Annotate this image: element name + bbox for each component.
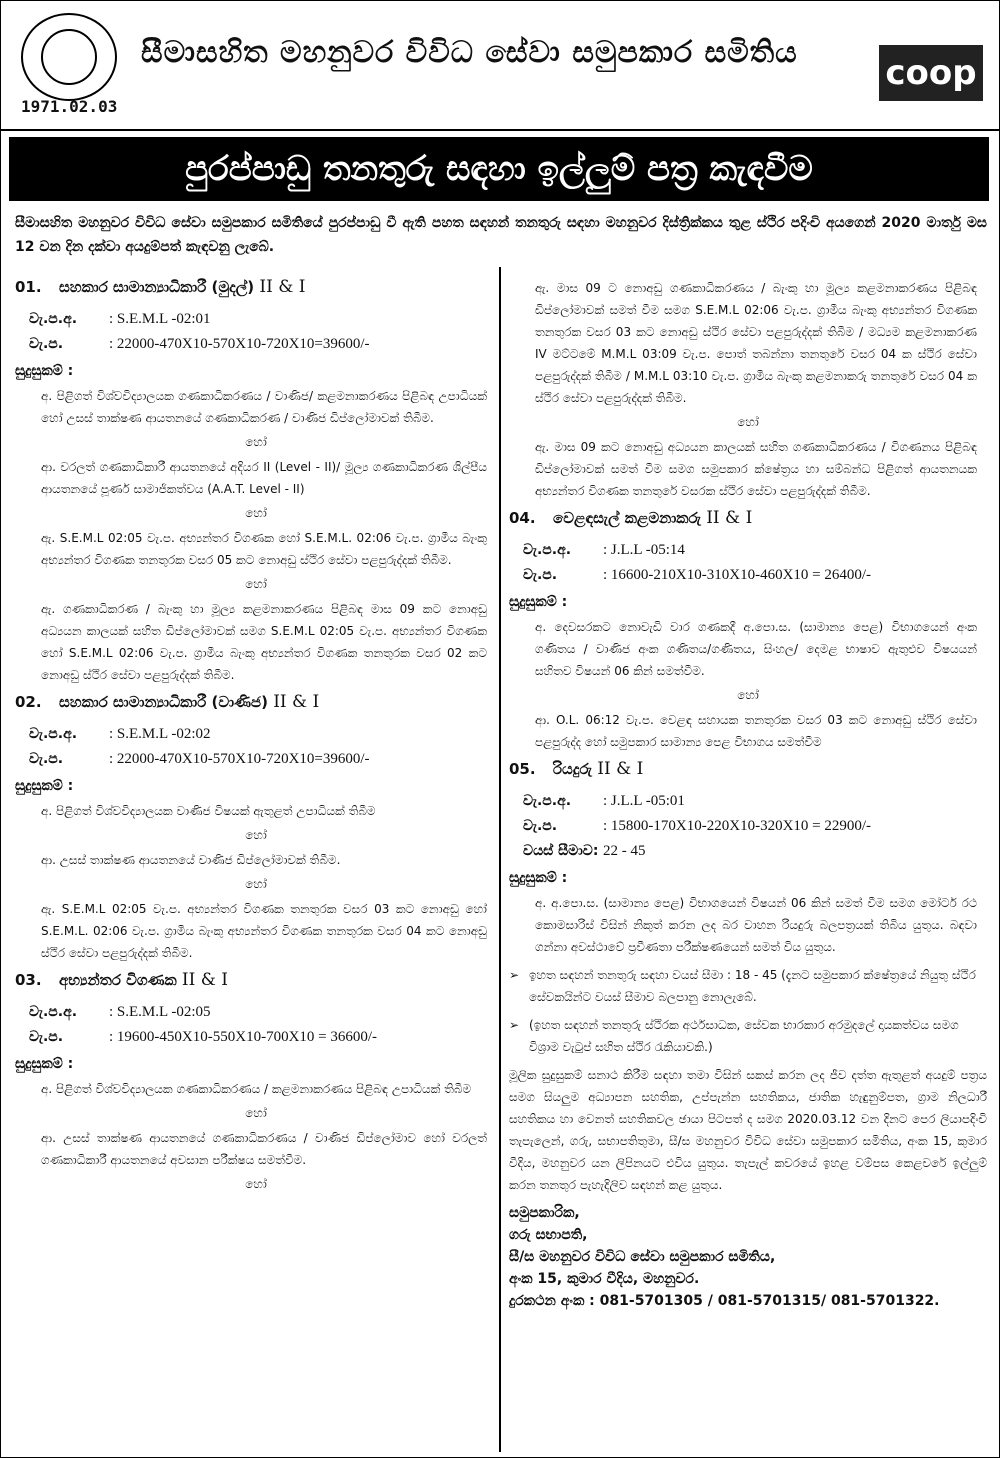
scale-code-row: වැ.ප.අ. : S.E.M.L -02:05 [29, 1004, 211, 1020]
org-name: සීමාසහිත මහනුවර විවිධ සේවා සමුපකාර සමිතිය [141, 35, 798, 70]
salary-row: වැ.ප. : 15800-170X10-220X10-320X10 = 22900/- [523, 818, 872, 834]
scale-code-row: වැ.ප.අ. : S.E.M.L -02:02 [29, 726, 211, 742]
qualification-item: අ. පිළිගත් විශ්වවිද්‍යාලයක ගණකාධිකරණය / වාණිජ/ කළමනාකරණය පිළිබඳ උපාධියක් හෝ උසස් තාක්ෂණ ආයතනයේ ගණකාධිකරණ / වාණිජ ඩිප්ලෝමාවක් තිබීම. [41, 389, 487, 425]
or-separator: හෝ [245, 877, 267, 891]
salary-row: වැ.ප. : 22000-470X10-570X10-720X10=39600/- [29, 751, 370, 767]
scale-code-row: වැ.ප.අ. : J.L.L -05:14 [523, 542, 685, 558]
banner-title: පුරප්පාඩු තනතුරු සඳහා ඉල්ලුම් පත්‍ර කැඳවීම [9, 137, 989, 201]
or-separator: හෝ [245, 506, 267, 520]
position-title: 02. සහකාර සාමාන්‍යාධිකාරී (වාණිජ) II & I [15, 692, 320, 712]
phone-numbers: දුරකථන අංක : 081-5701305 / 081-5701315/ 081-5701322. [509, 1293, 940, 1309]
left-column [15, 271, 497, 1196]
position-title: 03. අභ්‍යන්තර විගණක II & I [15, 970, 229, 990]
intro-text: සීමාසහිත මහනුවර විවිධ සේවා සමුපකාර සමිතියේ පුරප්පාඩු වී ඇති පහත සඳහන් තනතුරු සඳහා මහනුවර දිස්ත්‍රික්කය තුළ ස්ථිර පදිංචි අයගෙන් 2020 මාර්තු මස 12 වන දින දක්වා අයදුම්පත් කැඳවනු ලැබේ. [15, 215, 987, 255]
note-item: ➢ (ඉහත සඳහන් තනතුරු ස්ථිරක අර්ථසාධක, සේවක භාරකාර අරමුදලේ දායකත්වය සමග විශ්‍රාම වැටුප් සහිත ස්ථිර රැකියාවකි.) [509, 1014, 987, 1058]
scale-code-row: වැ.ප.අ. : S.E.M.L -02:01 [29, 311, 211, 327]
qualification-item: අ. පිළිගත් විශ්වවිද්‍යාලයක වාණිජ විෂයක් ඇතුළත් උපාධියක් තිබීම [41, 804, 376, 818]
arrow-bullet-icon: ➢ [509, 1018, 520, 1032]
position-title: 04. වෙළඳසැල් කළමනාකරු II & I [509, 508, 753, 528]
qualifications-heading: සුදුසුකම් : [15, 1056, 74, 1072]
coop-logo: coop [879, 45, 983, 101]
qualifications-heading: සුදුසුකම් : [509, 870, 568, 886]
position-title: 01. සහකාර සාමාන්‍යාධිකාරී (මුදල්) II & I [15, 277, 306, 297]
salary-row: වැ.ප. : 16600-210X10-310X10-460X10 = 26400/- [523, 567, 872, 583]
note-item: ➢ ඉහත සඳහන් තනතුරු සඳහා වයස් සීමා : 18 - 45 (දැනට සමුපකාර ක්ෂේත්‍රයේ නියුතු ස්ථිර සේවකයින්ට වයස් සීමාව බලපානු නොලැබේ. [509, 964, 987, 1008]
column-divider [499, 267, 501, 1452]
qualification-item: ඇ. S.E.M.L 02:05 වැ.ප. අභ්‍යන්තර විගණක හෝ S.E.M.L. 02:06 වැ.ප. ග්‍රාමීය බැංකු අභ්‍යන්තර විගණක තනතුරක වසර 05 කට නොඅඩු ස්ථිර සේවා පළපුරුද්දක් තිබීම. [41, 531, 487, 567]
salary-row: වැ.ප. : 22000-470X10-570X10-720X10=39600/- [29, 336, 370, 352]
scale-code-row: වැ.ප.අ. : J.L.L -05:01 [523, 793, 685, 809]
header [1, 1, 999, 131]
qualification-item: ඇ. S.E.M.L 02:05 වැ.ප. අභ්‍යන්තර විගණක තනතුරක වසර 03 කට නොඅඩු හෝ S.E.M.L. 02:06 වැ.ප. ග්‍රාමීය බැංකු අභ්‍යන්තර විගණක තනතුරක වසර 04 කට නොඅඩු ස්ථිර සේවා පළපුරුද්දක් තිබීම. [41, 902, 487, 960]
or-separator: හෝ [737, 415, 759, 429]
or-separator: හෝ [245, 435, 267, 449]
salary-row: වැ.ප. : 19600-450X10-550X10-700X10 = 36600/- [29, 1029, 378, 1045]
or-separator: හෝ [245, 1177, 267, 1191]
qualifications-heading: සුදුසුකම් : [509, 594, 568, 610]
or-separator: හෝ [245, 1106, 267, 1120]
or-separator: හෝ [245, 828, 267, 842]
age-limit-row: වයස් සීමාව: 22 - 45 [523, 843, 646, 859]
qualification-item: ආ. උසස් තාක්ෂණ ආයතනයේ ගණකාධිකරණය / වාණිජ ඩිප්ලෝමාව හෝ වරලත් ගණකාධිකාරී ආයතනයේ අවසාන පරීක්ෂය සමත්වීම. [41, 1131, 487, 1167]
qualification-item: අ. දෙවසරකට නොවැඩි වාර ගණකදී අ.පො.ස. (සාමාන්‍ය පෙළ) විභාගයෙන් අංක ගණිතය / වාණිජ අංක ගණිතය/ගණිතය, සිංහල/ දෙමළ භාෂාව ඇතුළුව විෂයයන් සහිතව විෂයන් 06 කින් සමත්වීම. [535, 620, 977, 678]
qualification-item: අ. අ.පො.ස. (සාමාන්‍ය පෙළ) විභාගයෙන් විෂයන් 06 කින් සමත් වීම සමග මෝටර් රථ කොමසාරිස් විසින් නිකුත් කරන ලද බර වාහන රියදුරු බලපත්‍රයක් තිබිය යුතුය. බඳවා ගන්නා අවස්ථාවේ ප්‍රවීණතා පරීක්ෂණයෙන් සමත් විය යුතුය. [535, 896, 977, 954]
established-date: 1971.02.03 [21, 97, 118, 116]
qualification-item: ආ. O.L. 06:12 වැ.ප. වෙළඳ සහායක තනතුරක වසර 03 කට නොඅඩු ස්ථිර සේවා පළපුරුද්ද හෝ සමුපකාර සාමාන්‍ය පෙළ විභාගය සමත්වීම [535, 713, 977, 749]
qualifications-heading: සුදුසුකම් : [15, 778, 74, 794]
arrow-bullet-icon: ➢ [509, 968, 520, 982]
qualification-item: ඇ. මාස 09 කට නොඅඩු අධ්‍යයන කාලයක් සහිත ගණකාධිකරණය / විගණනය පිළිබඳ ඩිප්ලෝමාවක් සමත් වීම සමග සමුපකාර ක්ෂේත්‍රය හා සම්බන්ධ පිළිගත් ආයතනයක අභ්‍යන්තර විගණක තනතුරේ වසරක ස්ථිර සේවා පළපුරුද්දක් තිබීම. [535, 440, 977, 498]
qualification-item: ආ. උසස් තාක්ෂණ ආයතනයේ වාණිජ ඩිප්ලෝමාවක් තිබීම. [41, 853, 341, 867]
qualification-item: ආ. වරලත් ගණකාධිකාරී ආයතනයේ අදියර II (Level - II)/ මූල්‍ය ගණකාධිකරණ ශිල්පීය ආයතනයේ පූර්ණ සාමාජිකත්වය (A.A.T. Level - II) [41, 460, 487, 496]
society-seal-icon [21, 13, 117, 101]
or-separator: හෝ [737, 688, 759, 702]
right-column [509, 271, 987, 1312]
signature-block: සමුපකාරික, ගරු සභාපති, සී/ස මහනුවර විවිධ සේවා සමුපකාර සමිතිය, අංක 15, කුමාර වීදිය, මහනුවර. දුරකථන අංක : 081-5701305 / 081-5701315/ 081-5701322. [509, 1202, 987, 1312]
closing-instructions: මූලික සුදුසුකම් සනාථ කිරීම සඳහා තමා විසින් සකස් කරන ලද ජීව දත්ත ඇතුළත් අයදුම් පත්‍රය සමග සියලුම අධ්‍යාපන සහතික, උප්පැන්න සහතිකය, ජාතික හැඳුනුම්පත, ග්‍රාම නිලධාරී සහතිකය හා වෙනත් සහතිකවල ඡායා පිටපත් ද සමග 2020.03.12 වන දිනට පෙර ලියාපදිංචි තැපැලෙන්, ගරු, සභාපතිතුමා, සී/ස මහනුවර විවිධ සේවා සමුපකාර සමිතිය, අංක 15, කුමාර වීදිය, මහනුවර යන ලිපිනයට එවිය යුතුය. තැපැල් කවරයේ ඉහළ වම්පස කෙළවරේ ඉල්ලුම් කරන තනතුර පැහැදිලිව සඳහන් කළ යුතුය. [509, 1068, 987, 1192]
qualifications-heading: සුදුසුකම් : [15, 363, 74, 379]
qualification-item: ඇ. ගණකාධිකරණ / බැංකු හා මූල්‍ය කළමනාකරණය පිළිබඳ මාස 09 කට නොඅඩු අධ්‍යයන කාලයක් සහිත ඩිප්ලෝමාවක් සමග S.E.M.L 02:05 වැ.ප. අභ්‍යන්තර විගණක හෝ S.E.M.L 02:06 වැ.ප. ග්‍රාමීය බැංකු අභ්‍යන්තර විගණක තනතුරක වසර 02 කට නොඅඩු ස්ථිර සේවා පළපුරුද්දක් තිබීම. [41, 602, 487, 682]
qualification-item: ඇ. මාස 09 ට නොඅඩු ගණකාධිකරණය / බැංකු හා මූල්‍ය කළමනාකරණය පිළිබඳ ඩිප්ලෝමාවක් සමත් වීම සමග S.E.M.L 02:06 වැ.ප. ග්‍රාමීය බැංකු අභ්‍යන්තර විගණක තනතුරක වසර 03 කට නොඅඩු ස්ථිර සේවා පළපුරුද්දක් තිබීම / මධ්‍යම කළමනාකරණ IV මට්ටමේ M.M.L 03:09 වැ.ප. පොත් තබන්නා තනතුරේ වසර 04 ක ස්ථිර සේවා පළපුරුද්දක් තිබීම / M.M.L 03:10 වැ.ප. ග්‍රාමීය බැංකු කළමනාකරු තනතුරේ වසර 04 ක ස්ථිර සේවා පළපුරුද්දක් තිබීම. [535, 281, 977, 405]
qualification-item: අ. පිළිගත් විශ්වවිද්‍යාලයක ගණකාධිකරණය / කළමනාකරණය පිළිබඳ උපාධියක් තිබීම [41, 1082, 472, 1096]
or-separator: හෝ [245, 577, 267, 591]
position-title: 05. රියදුරු II & I [509, 759, 644, 779]
